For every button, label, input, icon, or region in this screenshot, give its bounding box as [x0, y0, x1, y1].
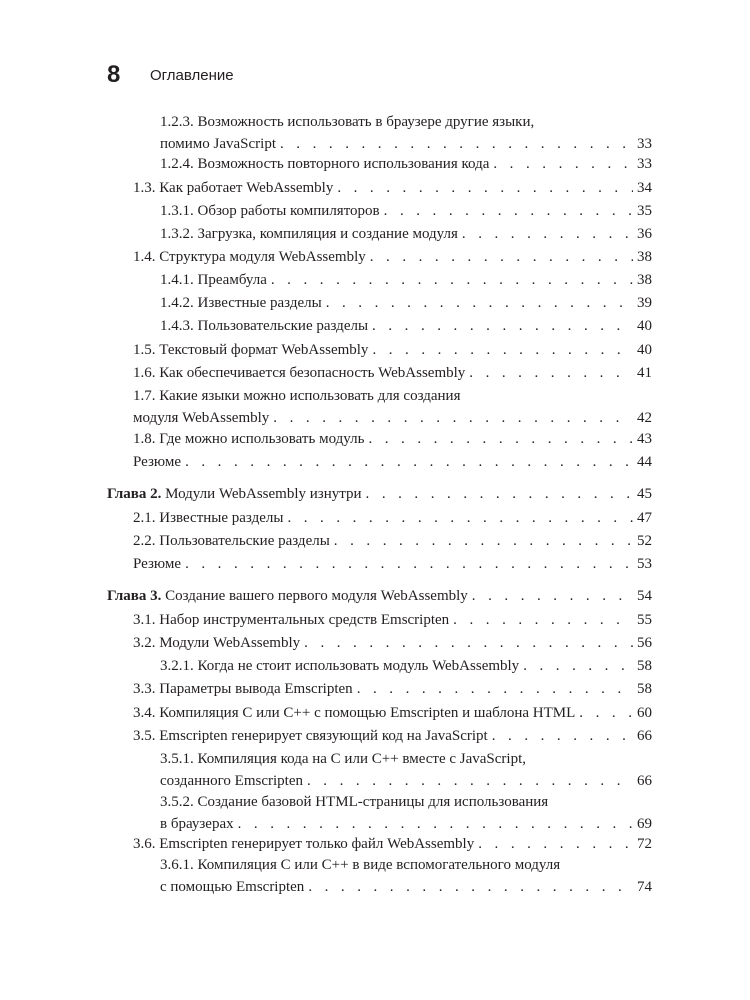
- toc-page-number: 74: [637, 879, 652, 895]
- toc-entry-title: 3.4. Компиляция C или C++ с помощью Emscripten и шаблона HTML: [133, 705, 576, 721]
- toc-entry-title: Резюме: [133, 454, 182, 470]
- dot-leader: [492, 725, 633, 747]
- toc-entry-1-3[interactable]: [133, 177, 652, 199]
- toc-page-number: 41: [637, 365, 652, 381]
- toc-entry-title: 1.7. Какие языки можно использовать для создания: [133, 388, 461, 404]
- toc-entry-summary-ch2[interactable]: [133, 553, 652, 575]
- toc-entry-1-4-3[interactable]: [160, 315, 652, 337]
- dot-leader: [337, 177, 633, 199]
- toc-entry-title: 2.1. Известные разделы: [133, 510, 284, 526]
- toc-entry-3-2[interactable]: [133, 632, 652, 654]
- dot-leader: [185, 553, 633, 575]
- toc-entry-title: 3.1. Набор инструментальных средств Emscripten: [133, 612, 450, 628]
- dot-leader: [304, 632, 633, 654]
- toc-page-number: 33: [637, 156, 652, 172]
- chapter-label: Глава 3.: [107, 588, 162, 604]
- dot-leader: [579, 702, 633, 724]
- toc-page-number: 54: [637, 588, 652, 604]
- toc-page-number: 33: [637, 136, 652, 152]
- toc-page-number: 60: [637, 705, 652, 721]
- toc-entry-title: 1.4.3. Пользовательские разделы: [160, 318, 369, 334]
- toc-entry-title: [107, 483, 362, 505]
- toc-entry-title: 1.2.4. Возможность повторного использования кода: [160, 156, 490, 172]
- toc-entry-3-4[interactable]: [133, 702, 652, 724]
- dot-leader: [271, 269, 633, 291]
- toc-page-number: 66: [637, 728, 652, 744]
- toc-entry-title: 3.3. Параметры вывода Emscripten: [133, 681, 353, 697]
- toc-page-number: 56: [637, 635, 652, 651]
- toc-chapter-3[interactable]: [107, 585, 652, 607]
- toc-page-number: 55: [637, 612, 652, 628]
- dot-leader: [238, 813, 633, 835]
- dot-leader: [372, 315, 633, 337]
- toc-entry-3-6[interactable]: [133, 833, 652, 855]
- toc-entry-title: Резюме: [133, 556, 182, 572]
- toc-entry-title: 1.5. Текстовый формат WebAssembly: [133, 342, 369, 358]
- toc-entry-3-3[interactable]: [133, 678, 652, 700]
- chapter-title: Создание вашего первого модуля WebAssembly: [165, 588, 468, 604]
- dot-leader: [368, 428, 633, 450]
- chapter-title: Модули WebAssembly изнутри: [165, 486, 362, 502]
- toc-entry-title: 1.6. Как обеспечивается безопасность WebAssembly: [133, 365, 466, 381]
- dot-leader: [334, 530, 633, 552]
- toc-entry-1-3-1[interactable]: [160, 200, 652, 222]
- dot-leader: [357, 678, 633, 700]
- toc-entry-title: в браузерах: [160, 816, 234, 832]
- dot-leader: [462, 223, 633, 245]
- toc-entry-3-6-1[interactable]: [160, 854, 652, 898]
- toc-page-number: 38: [637, 272, 652, 288]
- toc-page-number: 39: [637, 295, 652, 311]
- toc-entry-3-5[interactable]: [133, 725, 652, 747]
- toc-entry-1-5[interactable]: [133, 339, 652, 361]
- toc-entry-1-2-3[interactable]: [160, 111, 652, 155]
- toc-entry-title: 1.8. Где можно использовать модуль: [133, 431, 365, 447]
- dot-leader: [273, 407, 633, 429]
- toc-entry-1-4-1[interactable]: [160, 269, 652, 291]
- toc-entry-title: 1.3. Как работает WebAssembly: [133, 180, 334, 196]
- toc-entry-1-4[interactable]: [133, 246, 652, 268]
- dot-leader: [478, 833, 633, 855]
- toc-entry-3-5-1[interactable]: [160, 748, 652, 792]
- dot-leader: [370, 246, 633, 268]
- toc-entry-title: 1.3.1. Обзор работы компиляторов: [160, 203, 380, 219]
- toc-entry-title: с помощью Emscripten: [160, 879, 305, 895]
- toc-entry-title: 1.4.1. Преамбула: [160, 272, 267, 288]
- toc-page-number: 40: [637, 318, 652, 334]
- toc-entry-1-6[interactable]: [133, 362, 652, 384]
- toc-entry-title: помимо JavaScript: [160, 136, 276, 152]
- toc-entry-3-5-2[interactable]: [160, 791, 652, 835]
- toc-page-number: 58: [637, 681, 652, 697]
- chapter-label: Глава 2.: [107, 486, 162, 502]
- toc-page-number: 36: [637, 226, 652, 242]
- dot-leader: [307, 770, 633, 792]
- toc-page-number: 47: [637, 510, 652, 526]
- toc-entry-title: созданного Emscripten: [160, 773, 303, 789]
- dot-leader: [384, 200, 633, 222]
- dot-leader: [472, 585, 633, 607]
- toc-page-number: 42: [637, 410, 652, 426]
- toc-entry-title: 1.3.2. Загрузка, компиляция и создание модуля: [160, 226, 458, 242]
- toc-entry-title: 3.6.1. Компиляция C или C++ в виде вспомогательного модуля: [160, 857, 561, 873]
- dot-leader: [185, 451, 633, 473]
- toc-page-number: 58: [637, 658, 652, 674]
- toc-entry-title: 3.2.1. Когда не стоит использовать модуль WebAssembly: [160, 658, 520, 674]
- toc-chapter-2[interactable]: [107, 483, 652, 505]
- toc-page-number: 43: [637, 431, 652, 447]
- toc-entry-1-2-4[interactable]: [160, 153, 652, 175]
- toc-entry-1-4-2[interactable]: [160, 292, 652, 314]
- toc-entry-1-7[interactable]: [133, 385, 652, 429]
- dot-leader: [453, 609, 633, 631]
- toc-entry-title: модуля WebAssembly: [133, 410, 270, 426]
- toc-entry-title: 1.4. Структура модуля WebAssembly: [133, 249, 366, 265]
- toc-page-number: 38: [637, 249, 652, 265]
- toc-entry-1-8[interactable]: [133, 428, 652, 450]
- toc-page-number: 44: [637, 454, 652, 470]
- toc-entry-3-2-1[interactable]: [160, 655, 652, 677]
- toc-entry-title: 3.5.1. Компиляция кода на C или C++ вместе с JavaScript,: [160, 751, 527, 767]
- toc-page-number: 72: [637, 836, 652, 852]
- dot-leader: [372, 339, 633, 361]
- toc-entry-title: 3.5. Emscripten генерирует связующий код на JavaScript: [133, 728, 488, 744]
- dot-leader: [326, 292, 633, 314]
- toc-page-number: 35: [637, 203, 652, 219]
- toc-entry-2-2[interactable]: [133, 530, 652, 552]
- page-number: 8: [107, 61, 121, 88]
- toc-page-number: 40: [637, 342, 652, 358]
- dot-leader: [308, 876, 633, 898]
- toc-page-number: 53: [637, 556, 652, 572]
- toc-entry-title: 2.2. Пользовательские разделы: [133, 533, 330, 549]
- toc-entry-summary-ch1[interactable]: [133, 451, 652, 473]
- toc-entry-1-3-2[interactable]: [160, 223, 652, 245]
- dot-leader: [366, 483, 633, 505]
- toc-page-number: 69: [637, 816, 652, 832]
- toc-page-number: 52: [637, 533, 652, 549]
- toc-entry-2-1[interactable]: [133, 507, 652, 529]
- toc-entry-title: 3.5.2. Создание базовой HTML-страницы для использования: [160, 794, 549, 810]
- toc-entry-title: 1.4.2. Известные разделы: [160, 295, 322, 311]
- dot-leader: [493, 153, 633, 175]
- toc-entry-title: 3.6. Emscripten генерирует только файл WebAssembly: [133, 836, 475, 852]
- running-title: Оглавление: [150, 67, 234, 84]
- toc-page-number: 66: [637, 773, 652, 789]
- toc-entry-3-1[interactable]: [133, 609, 652, 631]
- dot-leader: [523, 655, 633, 677]
- toc-entry-title: 3.2. Модули WebAssembly: [133, 635, 301, 651]
- toc-page-number: 45: [637, 486, 652, 502]
- dot-leader: [469, 362, 633, 384]
- toc-page-number: 34: [637, 180, 652, 196]
- dot-leader: [280, 133, 633, 155]
- toc-entry-title: [107, 585, 468, 607]
- dot-leader: [287, 507, 633, 529]
- toc-entry-title: 1.2.3. Возможность использовать в браузере другие языки,: [160, 114, 535, 130]
